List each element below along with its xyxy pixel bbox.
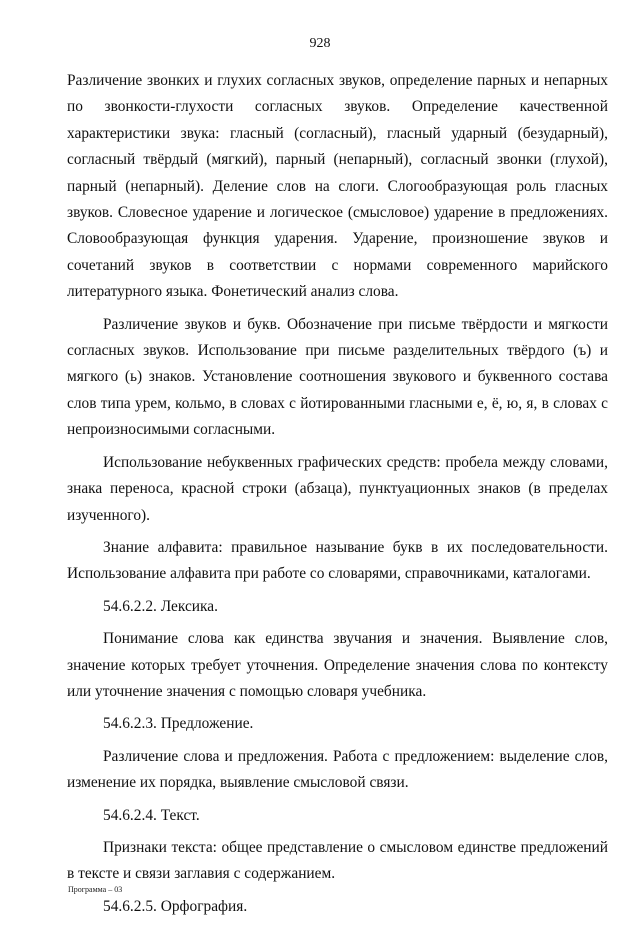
page-number: 928 xyxy=(309,36,331,51)
section-heading-orthography: 54.6.2.5. Орфография. xyxy=(103,897,248,915)
paragraph-alphabet: Знание алфавита: правильное называние букв в их последовательности. Использование алфавита при работе со словарями, справочниками, каталогами. xyxy=(67,538,608,583)
paragraph-graphics-letters: Различение звуков и букв. Обозначение при письме твёрдости и мягкости согласных звуков. Использование при письме разделительных твёрдого (ъ) и мягкого (ь) знаков. Установление соотношения звукового и буквенного состава слов типа урем, кольмо, в словах с йотированными гласными е, ё, ю, я, в словах с непроизносимыми согласными. xyxy=(67,315,608,439)
section-heading-sentence: 54.6.2.3. Предложение. xyxy=(103,715,254,733)
paragraph-lexicon: Понимание слова как единства звучания и значения. Выявление слов, значение которых требует уточнения. Определение значения слова по контексту или уточнение значения с помощью словаря учебника. xyxy=(67,630,608,700)
footer-program-code: Программа – 03 xyxy=(68,885,123,894)
paragraph-text: Признаки текста: общее представление о смысловом единстве предложений в тексте и связи заглавия с содержанием. xyxy=(67,838,608,883)
paragraph-non-letter-means: Использование небуквенных графических средств: пробела между словами, знака переноса, красной строки (абзаца), пунктуационных знаков (в пределах изученного). xyxy=(67,453,608,524)
paragraph-phonetics: Различение звонких и глухих согласных звуков, определение парных и непарных по звонкости-глухости согласных звуков. Определение качественной характеристики звука: гласный (согласный), гласный ударный (безударный), согласный твёрдый (мягкий), парный (непарный), согласный звонки (глухой), парный (непарный). Деление слов на слоги. Слогообразующая роль гласных звуков. Словесное ударение и логическое (смысловое) ударение в предложениях. Словообразующая функция ударения. Ударение, произношение звуков и сочетаний звуков в соответствии с нормами современного марийского литературного языка. Фонетический анализ слова. xyxy=(67,72,608,301)
section-heading-lexicon: 54.6.2.2. Лексика. xyxy=(103,597,218,615)
body-text xyxy=(67,68,608,926)
section-heading-text: 54.6.2.4. Текст. xyxy=(103,806,200,824)
paragraph-sentence: Различение слова и предложения. Работа с предложением: выделение слов, изменение их порядка, выявление смысловой связи. xyxy=(67,747,608,792)
